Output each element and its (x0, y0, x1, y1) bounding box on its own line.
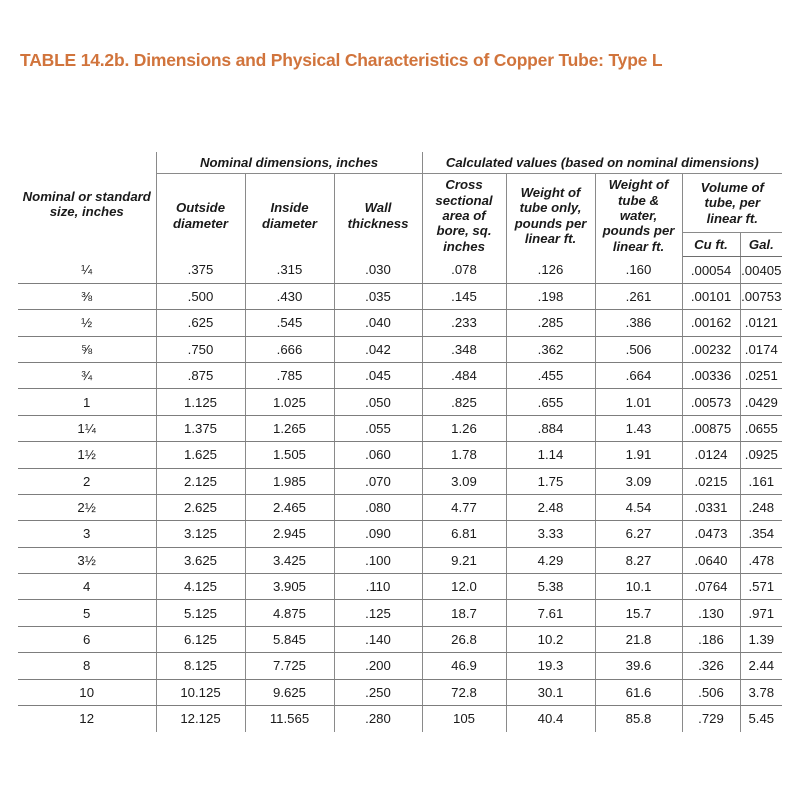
table-cell: 1.985 (245, 468, 334, 494)
table-cell: .362 (506, 336, 595, 362)
table-cell: .545 (245, 310, 334, 336)
table-row (18, 257, 782, 283)
table-cell: 8.27 (595, 547, 682, 573)
table-cell: .045 (334, 362, 422, 388)
table-cell: 3.905 (245, 574, 334, 600)
cell-nominal-size: ¾ (18, 362, 156, 388)
table-cell: 2.625 (156, 494, 245, 520)
table-cell: .00101 (682, 283, 740, 309)
table-cell: .971 (740, 600, 782, 626)
table-body (18, 257, 782, 732)
header-inside-diameter: Inside diameter (245, 174, 334, 257)
table-cell: 15.7 (595, 600, 682, 626)
table-cell: .348 (422, 336, 506, 362)
table-row (18, 574, 782, 600)
table-cell: .506 (682, 679, 740, 705)
table-cell: .198 (506, 283, 595, 309)
table-row (18, 283, 782, 309)
header-cross-sectional-area: Cross sectional area of bore, sq. inches (435, 177, 493, 254)
table-row (18, 706, 782, 732)
table-row (18, 679, 782, 705)
table-cell: 5.845 (245, 626, 334, 652)
table-cell: 1.78 (422, 442, 506, 468)
table-cell: .261 (595, 283, 682, 309)
cell-nominal-size: 12 (79, 711, 95, 727)
table-cell: .478 (740, 547, 782, 573)
table-cell: .455 (506, 362, 595, 388)
table-row (18, 653, 782, 679)
table-row (18, 494, 782, 520)
table-row (18, 389, 782, 415)
table-cell: .00573 (682, 389, 740, 415)
table-cell: .00054 (682, 257, 740, 283)
header-outside-diameter: Outside diameter (156, 174, 245, 257)
table-cell: .500 (156, 283, 245, 309)
table-cell: .00753 (740, 283, 782, 309)
table-cell: 6.27 (595, 521, 682, 547)
table-cell: 3.33 (506, 521, 595, 547)
table-cell: 3.09 (422, 468, 506, 494)
table-cell: 39.6 (595, 653, 682, 679)
cell-nominal-size: 1½ (18, 442, 156, 468)
table-cell: 1.265 (245, 415, 334, 441)
table-cell: 9.625 (245, 679, 334, 705)
cell-nominal-size: 1¼ (18, 415, 156, 441)
cell-nominal-size: 8 (18, 653, 156, 679)
table-row (18, 626, 782, 652)
table-cell: .280 (334, 706, 422, 732)
table-cell: 5.125 (156, 600, 245, 626)
table-cell: 11.565 (245, 706, 334, 732)
table-row (18, 547, 782, 573)
table-cell: .160 (595, 257, 682, 283)
table-cell: 12.0 (422, 574, 506, 600)
table-cell: 61.6 (595, 679, 682, 705)
table-cell: 5.45 (740, 706, 782, 732)
table-cell: 7.61 (506, 600, 595, 626)
table-cell: .0429 (740, 389, 782, 415)
table-cell: .070 (334, 468, 422, 494)
table-cell: 72.8 (422, 679, 506, 705)
table-cell: 3.425 (245, 547, 334, 573)
table-cell: .285 (506, 310, 595, 336)
cell-nominal-size: ⅝ (18, 336, 156, 362)
cell-nominal-size: ½ (18, 310, 156, 336)
table-cell: .00405 (740, 257, 782, 283)
table-cell: .315 (245, 257, 334, 283)
table-cell: .375 (156, 257, 245, 283)
table-row (18, 336, 782, 362)
table-cell: 4.875 (245, 600, 334, 626)
table-cell: .666 (245, 336, 334, 362)
table-cell: .0331 (682, 494, 740, 520)
table-cell: 26.8 (422, 626, 506, 652)
table-row (18, 600, 782, 626)
table-cell: 1.26 (422, 415, 506, 441)
table-cell: .186 (682, 626, 740, 652)
table-cell: 2.125 (156, 468, 245, 494)
table-cell: .040 (334, 310, 422, 336)
table-cell: 1.025 (245, 389, 334, 415)
table-cell: 4.125 (156, 574, 245, 600)
table-cell: .625 (156, 310, 245, 336)
cell-nominal-size: ¼ (18, 257, 156, 283)
table-cell: 4.77 (422, 494, 506, 520)
table-cell: .060 (334, 442, 422, 468)
table-cell: .386 (595, 310, 682, 336)
table-cell: .354 (740, 521, 782, 547)
table-cell: 10.2 (506, 626, 595, 652)
header-group-row (18, 152, 782, 174)
table-cell: 1.43 (595, 415, 682, 441)
cell-nominal-size: 4 (18, 574, 156, 600)
table-cell: .506 (595, 336, 682, 362)
table-cell: .875 (156, 362, 245, 388)
table-cell: .078 (422, 257, 506, 283)
cell-nominal-size: 3 (18, 521, 156, 547)
header-volume-gallons: Gal. (740, 232, 782, 257)
table-cell: .0473 (682, 521, 740, 547)
table-header (18, 152, 782, 257)
table-cell: .825 (422, 389, 506, 415)
table-cell: .050 (334, 389, 422, 415)
table-cell: 3.625 (156, 547, 245, 573)
table-cell: .145 (422, 283, 506, 309)
table-cell: .664 (595, 362, 682, 388)
cell-nominal-size: ⅜ (18, 283, 156, 309)
table-cell: .080 (334, 494, 422, 520)
table-cell: 3.78 (740, 679, 782, 705)
table-row (18, 415, 782, 441)
table-cell: .090 (334, 521, 422, 547)
table-row (18, 521, 782, 547)
table-cell: 7.725 (245, 653, 334, 679)
table-cell: .00336 (682, 362, 740, 388)
table-row (18, 310, 782, 336)
table-cell: 1.01 (595, 389, 682, 415)
table-cell: .00162 (682, 310, 740, 336)
cell-nominal-size: 2 (18, 468, 156, 494)
table-cell: .0764 (682, 574, 740, 600)
table-cell: .00875 (682, 415, 740, 441)
table-cell: .00232 (682, 336, 740, 362)
table-cell: .655 (506, 389, 595, 415)
table-cell: .884 (506, 415, 595, 441)
table-cell: 3.09 (595, 468, 682, 494)
table-row (18, 468, 782, 494)
table-cell: 1.91 (595, 442, 682, 468)
table-cell: 85.8 (595, 706, 682, 732)
table-cell: 4.29 (506, 547, 595, 573)
table-cell: 4.54 (595, 494, 682, 520)
table-cell: 6.81 (422, 521, 506, 547)
table-cell: .430 (245, 283, 334, 309)
table-cell: .750 (156, 336, 245, 362)
table-cell: 1.125 (156, 389, 245, 415)
table-cell: .0215 (682, 468, 740, 494)
header-wall-thickness: Wall thickness (334, 174, 422, 257)
table-cell: .110 (334, 574, 422, 600)
table-cell: 18.7 (422, 600, 506, 626)
cell-nominal-size: 2½ (18, 494, 156, 520)
table-cell: 1.505 (245, 442, 334, 468)
table-cell: .571 (740, 574, 782, 600)
table-cell: .200 (334, 653, 422, 679)
table-cell: .0925 (740, 442, 782, 468)
table-cell: .233 (422, 310, 506, 336)
table-cell: 8.125 (156, 653, 245, 679)
cell-nominal-size: 1 (18, 389, 156, 415)
table-cell: 2.48 (506, 494, 595, 520)
table-cell: .0655 (740, 415, 782, 441)
table-cell: 1.625 (156, 442, 245, 468)
table-cell: .0174 (740, 336, 782, 362)
header-weight-tube-and-water: Weight of tube & water, pounds per linear ft. (595, 174, 682, 257)
table-cell: 12.125 (156, 706, 245, 732)
header-volume-cubic-feet: Cu ft. (682, 232, 740, 257)
table-row (18, 362, 782, 388)
header-nominal-size: Nominal or standard size, inches (22, 189, 151, 220)
page-title: TABLE 14.2b. Dimensions and Physical Characteristics of Copper Tube: Type L (20, 50, 663, 70)
table-cell: 5.38 (506, 574, 595, 600)
table-cell: .0121 (740, 310, 782, 336)
table-cell: .785 (245, 362, 334, 388)
table-cell: .0251 (740, 362, 782, 388)
table-cell: .729 (682, 706, 740, 732)
table-cell: 9.21 (422, 547, 506, 573)
table-cell: .130 (682, 600, 740, 626)
table-cell: .484 (422, 362, 506, 388)
table-cell: .125 (334, 600, 422, 626)
header-group-calculated-values: Calculated values (based on nominal dimensions) (422, 152, 782, 174)
table-cell: 105 (422, 706, 506, 732)
table-cell: 21.8 (595, 626, 682, 652)
header-group-volume-of-tube: Volume of tube, per linear ft. (682, 174, 782, 232)
table-cell: .248 (740, 494, 782, 520)
table-cell: 1.75 (506, 468, 595, 494)
table-cell: .100 (334, 547, 422, 573)
table-cell: 19.3 (506, 653, 595, 679)
table-cell: .250 (334, 679, 422, 705)
table-cell: .161 (740, 468, 782, 494)
table-cell: 1.14 (506, 442, 595, 468)
copper-tube-dimensions-table (18, 152, 782, 732)
table-cell: 10.125 (156, 679, 245, 705)
table-cell: .042 (334, 336, 422, 362)
table-cell: .0640 (682, 547, 740, 573)
table-cell: 3.125 (156, 521, 245, 547)
table-cell: 30.1 (506, 679, 595, 705)
table-cell: .035 (334, 283, 422, 309)
header-weight-tube-only: Weight of tube only, pounds per linear ft. (506, 174, 595, 257)
table-cell: .126 (506, 257, 595, 283)
table-cell: 2.945 (245, 521, 334, 547)
cell-nominal-size: 6 (18, 626, 156, 652)
cell-nominal-size: 10 (18, 679, 156, 705)
table-cell: 46.9 (422, 653, 506, 679)
header-group-nominal-dimensions: Nominal dimensions, inches (156, 152, 422, 174)
table-cell: 1.375 (156, 415, 245, 441)
table-row (18, 442, 782, 468)
table-cell: .055 (334, 415, 422, 441)
table-cell: 2.44 (740, 653, 782, 679)
table-cell: .140 (334, 626, 422, 652)
table-cell: .030 (334, 257, 422, 283)
cell-nominal-size: 3½ (18, 547, 156, 573)
table-cell: 6.125 (156, 626, 245, 652)
table-cell: 10.1 (595, 574, 682, 600)
table-cell: 1.39 (740, 626, 782, 652)
cell-nominal-size: 5 (18, 600, 156, 626)
table-cell: .0124 (682, 442, 740, 468)
table-cell: 2.465 (245, 494, 334, 520)
table-cell: 40.4 (506, 706, 595, 732)
table-cell: .326 (682, 653, 740, 679)
